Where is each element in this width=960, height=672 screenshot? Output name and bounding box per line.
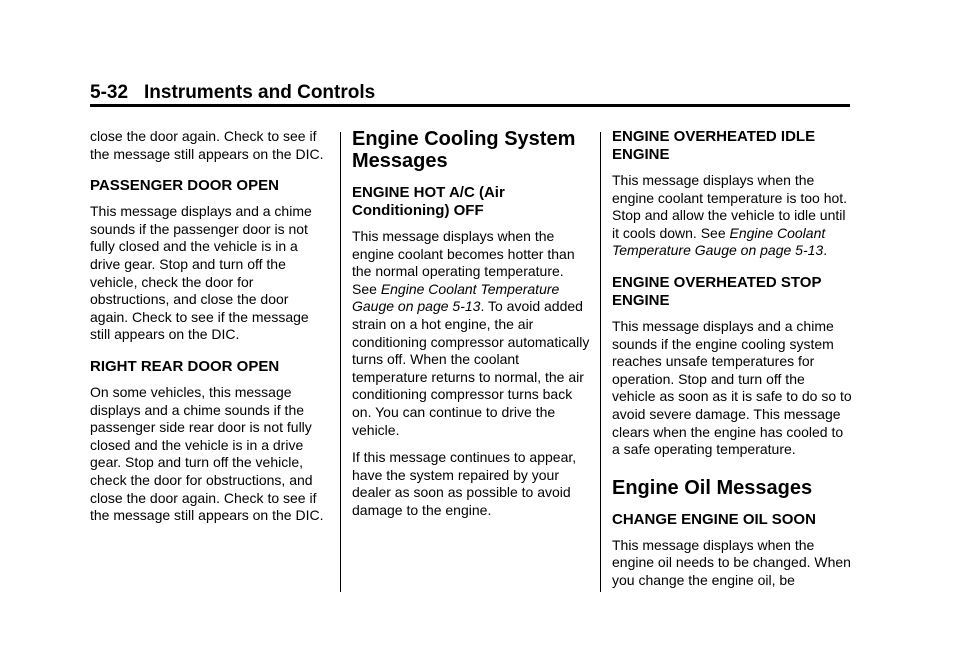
heading-engine-cooling-system-messages: Engine Cooling System Messages [352,128,576,172]
cross-reference-link[interactable]: Engine Coolant Temperature Gauge on page 5-13 [352,280,560,315]
header-title [90,80,850,106]
column-divider-left [340,132,341,592]
heading-passenger-door-open: PASSENGER DOOR OPEN [90,177,279,195]
heading-engine-oil-messages: Engine Oil Messages [612,476,813,499]
intro-paragraph: close the door again. Check to see if the message still appears on the DIC. [90,128,324,162]
heading-engine-overheated-idle: ENGINE OVERHEATED IDLE ENGINE [612,128,816,163]
text-segment: . To avoid added strain on a hot engine, the air conditioning compressor automatically turns off. When the coolant temperature returns to normal, the air conditioning compressor turns back on. You can continue to drive the vehicle. [352,298,590,438]
column-middle [352,128,592,530]
column-right [612,128,852,600]
page-header [90,80,850,106]
heading-right-rear-door-open: RIGHT REAR DOOR OPEN [90,357,280,375]
paragraph-passenger-door-open: This message displays and a chime sounds if the passenger door is not fully closed and the vehicle is in a drive gear. Stop and turn off the vehicle, check the door for obstructions, and close the door again. Check to see if the message still appears on the DIC. [90,203,312,343]
cross-reference-link[interactable]: Engine Coolant Temperature Gauge on page 5-13 [612,224,826,259]
paragraph-engine-hot-continue: If this message continues to appear, have the system repaired by your dealer as soon as possible to avoid damage to the engine. [352,449,577,518]
text-segment: This message displays when the engine coolant becomes hotter than the normal operating temperature. See [352,228,575,297]
paragraph-engine-overheated-idle [612,172,852,260]
paragraph-engine-hot-ac-off [352,228,592,439]
paragraph-engine-overheated-stop: This message displays and a chime sounds if the engine cooling system reaches unsafe temperatures for operation. Stop and turn off the vehicle as soon as it is safe to do so to avoid severe damage. This message clears when the engine has cooled to a safe operating temperature. [612,317,852,458]
heading-engine-hot-ac-off: ENGINE HOT A/C (Air Conditioning) OFF [352,184,505,219]
text-segment: This message displays when the engine coolant temperature is too hot. Stop and allow the vehicle to idle until it cools down. See [612,172,848,241]
text-segment: . [823,242,828,259]
section-title: Instruments and Controls [144,82,376,103]
paragraph-right-rear-door-open: On some vehicles, this message displays and a chime sounds if the passenger side rear door is not fully closed and the vehicle is in a drive gear. Stop and turn off the vehicle, check the door for obstructions, and close the door again. Check to see if the message still appears on the DIC. [90,383,324,524]
column-divider-right [600,132,601,592]
header-rule [90,104,850,107]
column-left [90,128,330,535]
page-number: 5-32 [90,82,129,103]
paragraph-change-engine-oil-soon: This message displays when the engine oil needs to be changed. When you change the engine oil, be [612,536,851,588]
heading-engine-overheated-stop: ENGINE OVERHEATED STOP ENGINE [612,273,822,309]
heading-change-engine-oil-soon: CHANGE ENGINE OIL SOON [612,510,816,528]
